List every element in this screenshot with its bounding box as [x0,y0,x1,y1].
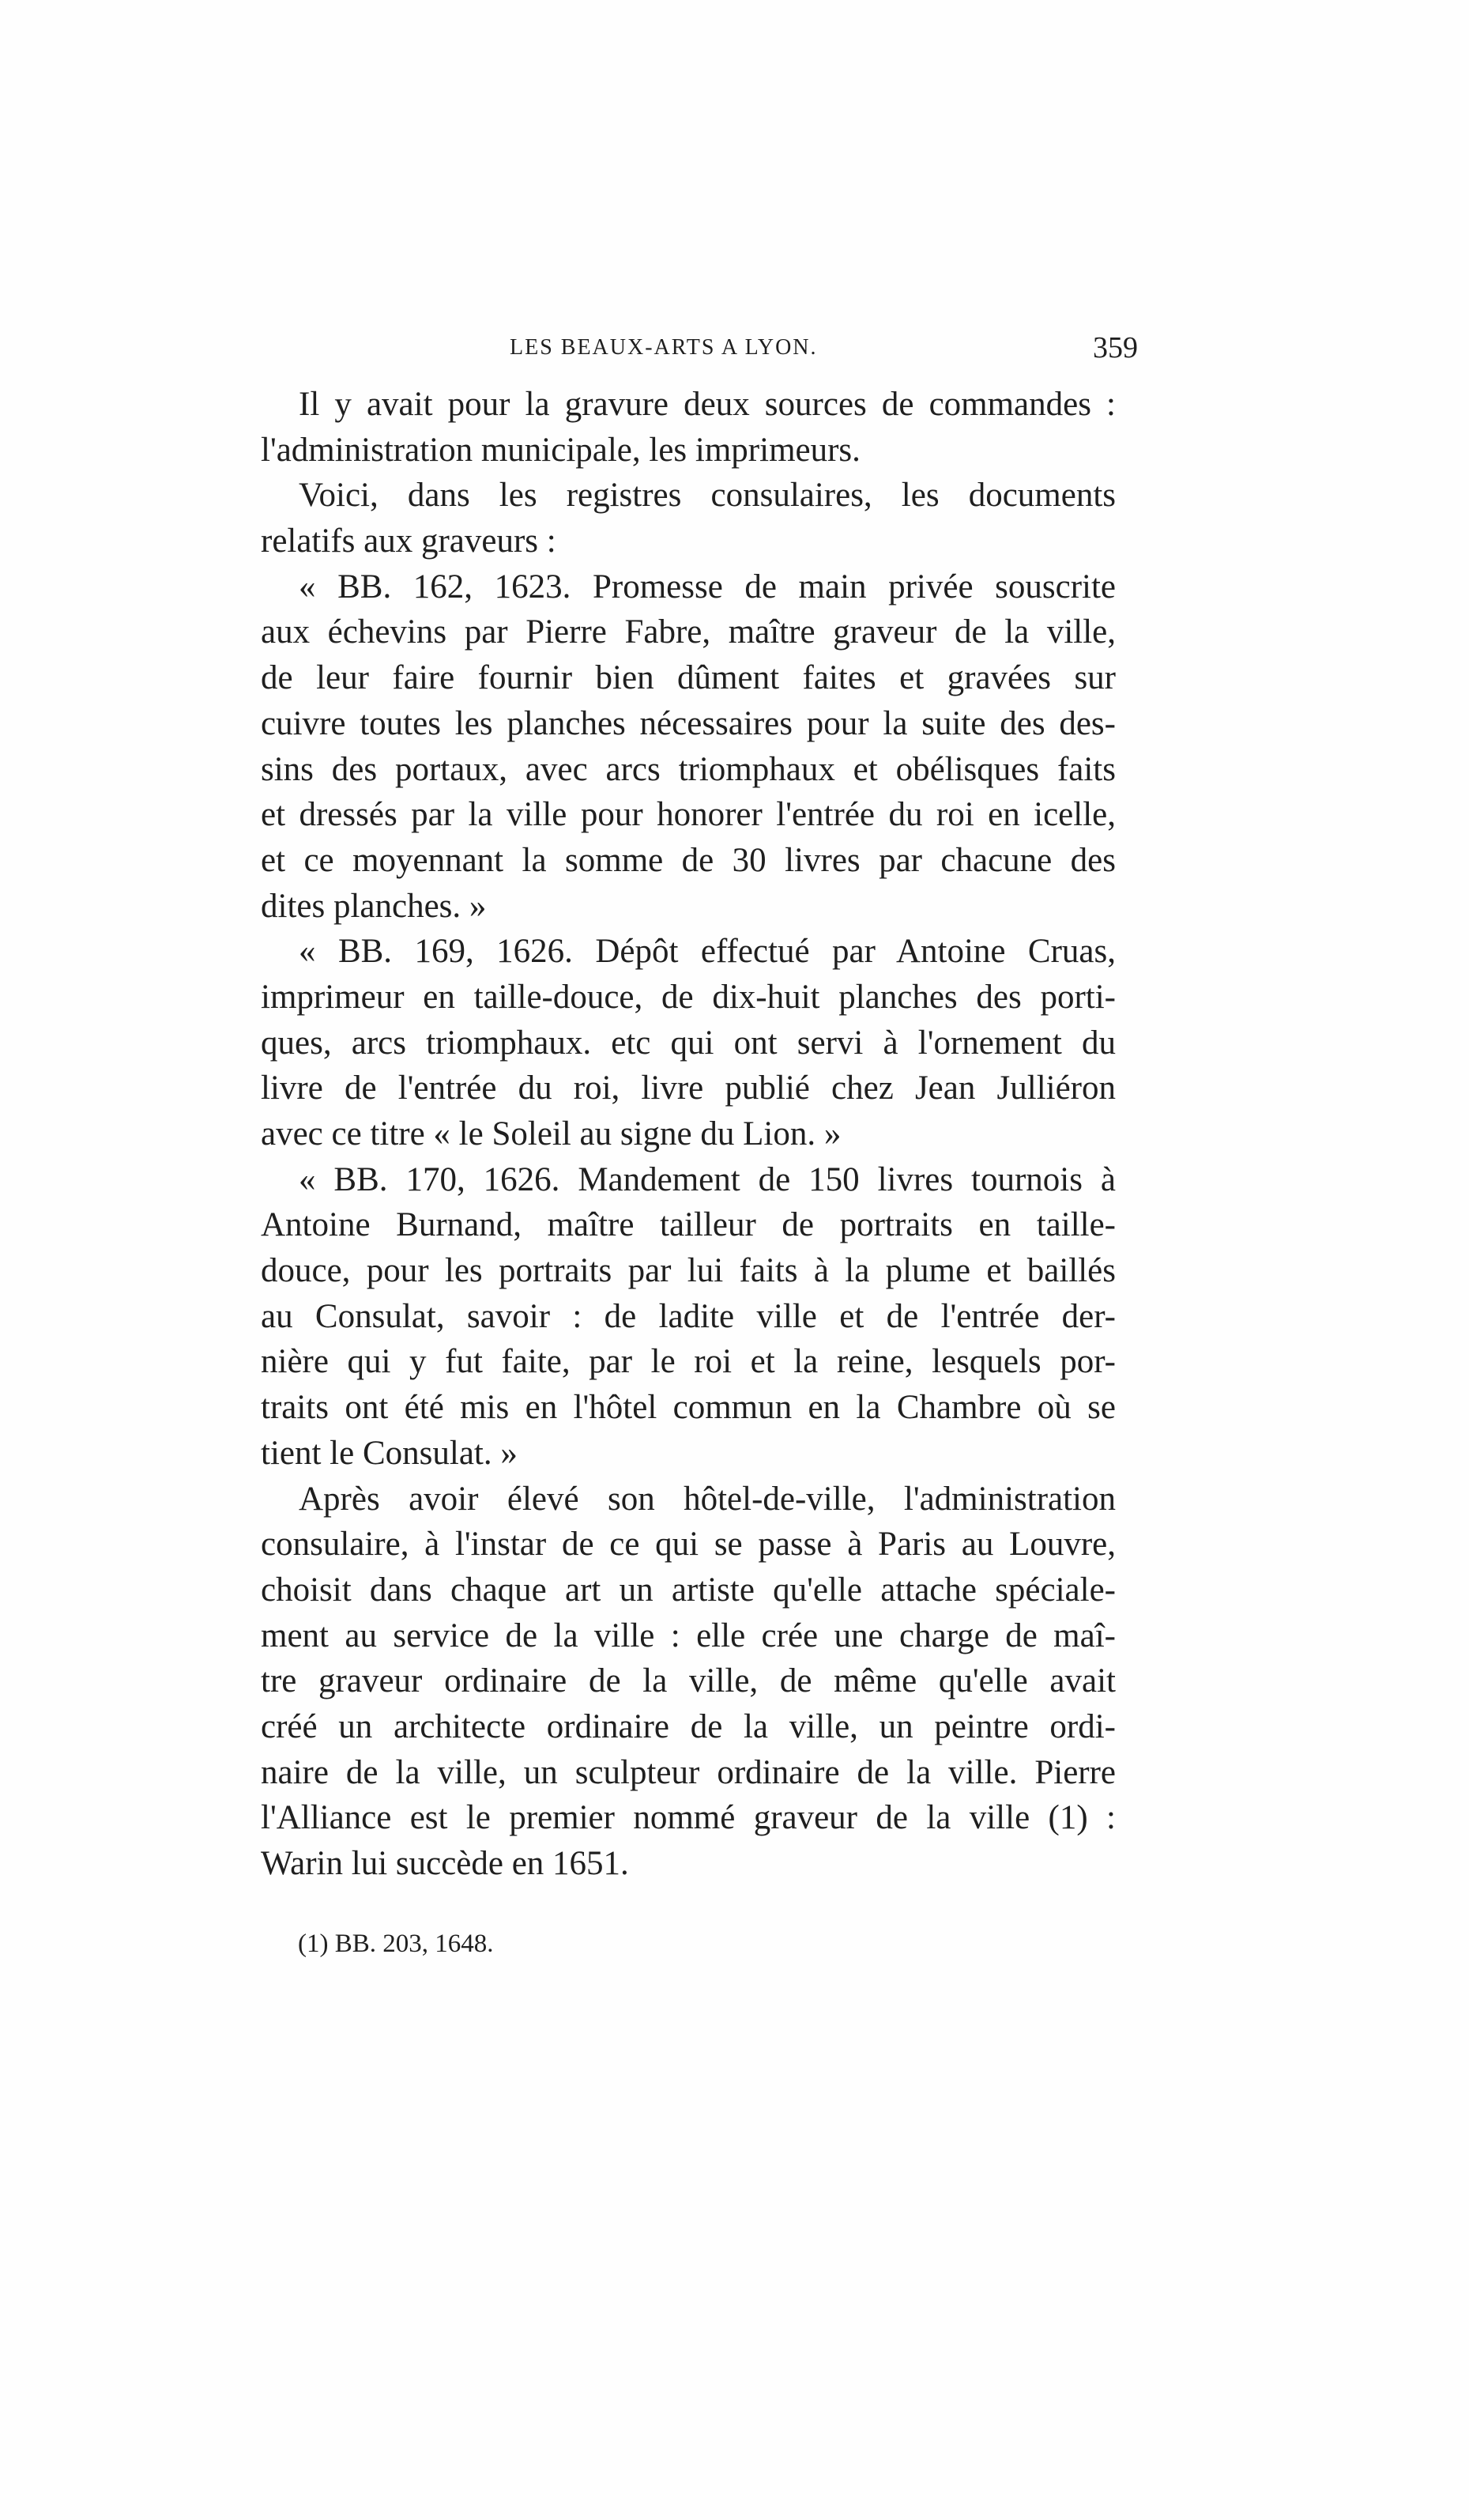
text-line: Voici, dans les registres consulaires, les documents [299,477,1116,515]
text-line: « BB. 170, 1626. Mandement de 150 livres tournois à [299,1160,1116,1198]
text-line: avec ce titre « le Soleil au signe du Lion. » [261,1115,842,1152]
text-line: imprimeur en taille-douce, de dix-huit planches des porti- [261,978,1116,1016]
body-text [261,382,1116,1887]
page-header [261,330,1146,378]
text-line: nière qui y fut faite, par le roi et la reine, lesquels por- [261,1343,1116,1381]
text-line: Après avoir élevé son hôtel-de-ville, l'administration [299,1480,1116,1518]
text-line: de leur faire fournir bien dûment faites et gravées sur [261,659,1116,697]
text-line: l'Alliance est le premier nommé graveur de la ville (1) : [261,1799,1116,1837]
text-line: dites planches. » [261,887,487,925]
text-line: traits ont été mis en l'hôtel commun en la Chambre où se [261,1389,1116,1427]
text-line: ques, arcs triomphaux. etc qui ont servi à l'ornement du [261,1024,1116,1062]
text-line: choisit dans chaque art un artiste qu'elle attache spéciale- [261,1571,1116,1609]
text-line: douce, pour les portraits par lui faits à la plume et baillés [261,1252,1116,1290]
running-title: LES BEAUX-ARTS A LYON. [510,335,818,360]
text-line: et ce moyennant la somme de 30 livres par chacune des [261,841,1116,879]
footnote: (1) BB. 203, 1648. [298,1930,494,1958]
text-line: Antoine Burnand, maître tailleur de portraits en taille- [261,1206,1116,1244]
text-line: et dressés par la ville pour honorer l'entrée du roi en icelle, [261,796,1116,834]
text-line: consulaire, à l'instar de ce qui se passe à Paris au Louvre, [261,1526,1116,1564]
text-line: relatifs aux graveurs : [261,522,556,560]
text-line: livre de l'entrée du roi, livre publié chez Jean Julliéron [261,1069,1116,1107]
text-line: « BB. 169, 1626. Dépôt effectué par Antoine Cruas, [299,933,1116,971]
text-line: aux échevins par Pierre Fabre, maître graveur de la ville, [261,613,1116,651]
text-line: l'administration municipale, les imprimeurs. [261,431,861,469]
text-line: tre graveur ordinaire de la ville, de même qu'elle avait [261,1662,1116,1700]
text-line: au Consulat, savoir : de ladite ville et de l'entrée der- [261,1297,1116,1335]
text-line: sins des portaux, avec arcs triomphaux et obélisques faits [261,750,1116,788]
text-line: créé un architecte ordinaire de la ville, un peintre ordi- [261,1707,1116,1745]
text-line: « BB. 162, 1623. Promesse de main privée souscrite [299,568,1116,605]
text-line: tient le Consulat. » [261,1434,518,1472]
text-line: naire de la ville, un sculpteur ordinaire de la ville. Pierre [261,1753,1116,1791]
text-line: ment au service de la ville : elle crée une charge de maî- [261,1616,1116,1654]
page-number: 359 [1093,331,1138,364]
text-line: Il y avait pour la gravure deux sources de commandes : [299,386,1116,423]
text-line: cuivre toutes les planches nécessaires pour la suite des des- [261,704,1116,742]
text-line: Warin lui succède en 1651. [261,1845,629,1882]
